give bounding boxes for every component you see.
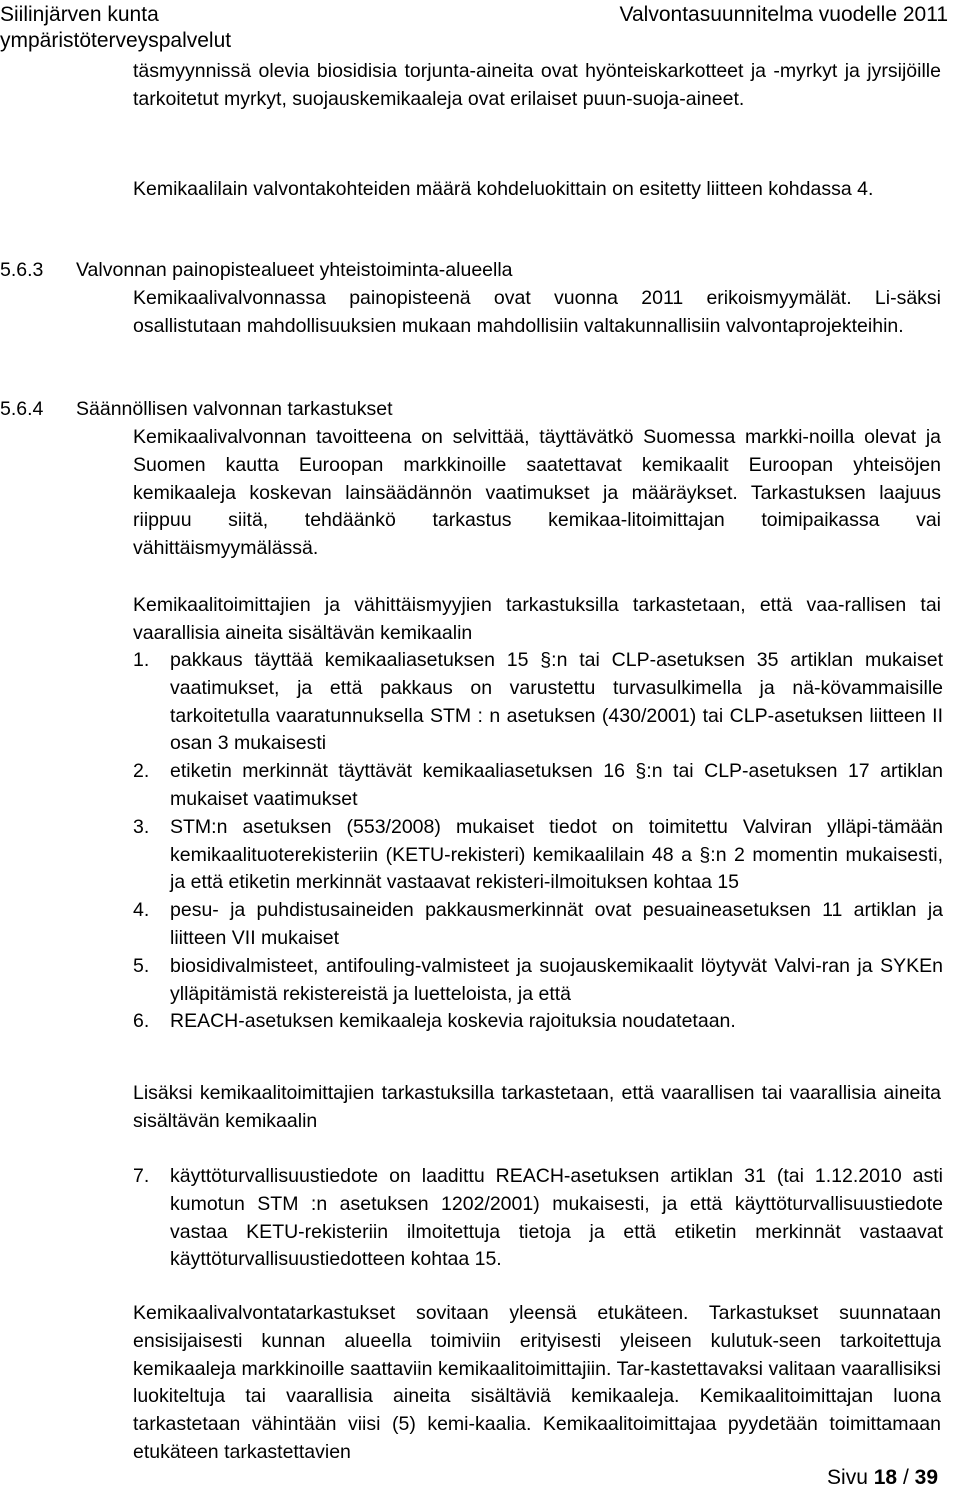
list-item: [133, 814, 943, 897]
paragraph-s564-body: Kemikaalivalvonnan tavoitteena on selvittää, täyttävätkö Suomessa markki-noilla olevat ja Suomen kautta Euroopan markkinoille saatettavat kemikaalit Euroopan yhteisöjen kemikaaleja koskevan lainsäädännön vaatimukset ja määräykset. Tarkastuksen laajuus riippuu siitä, tehdäänkö tarkastus kemikaa-litoimittajan toimipaikassa vai vähittäismyymälässä.: [133, 426, 941, 560]
header-document-title: [620, 2, 948, 28]
page-number: [827, 1466, 938, 1490]
org-name: Siilinjärven kunta: [0, 3, 159, 26]
paragraph-targets: Kemikaalilain valvontakohteiden määrä kohdeluokittain on esitetty liitteen kohdassa 4.: [133, 178, 874, 200]
list-item-text: REACH-asetuksen kemikaaleja koskevia rajoituksia noudatetaan.: [170, 1010, 736, 1033]
list-item: [133, 647, 943, 758]
list-item: [133, 758, 943, 814]
page-current: 18: [873, 1466, 898, 1489]
list-item: [133, 1163, 943, 1274]
list-item: [133, 897, 943, 953]
paragraph-additional-intro: Lisäksi kemikaalitoimittajien tarkastuksilla tarkastetaan, että vaarallisen tai vaarallisia aineita sisältävän kemikaalin: [133, 1082, 941, 1132]
page-total: 39: [914, 1466, 938, 1489]
org-department: ympäristöterveyspalvelut: [0, 29, 232, 52]
list-item-number: 4.: [133, 899, 150, 922]
section-title: Säännöllisen valvonnan tarkastukset: [76, 398, 393, 420]
paragraph-s563-body: Kemikaalivalvonnassa painopisteenä ovat vuonna 2011 erikoismyymälät. Li-säksi osallistutaan mahdollisuuksien mukaan mahdollisiin valtakunnallisiin valvontaprojekteihin.: [133, 287, 941, 337]
list-item-text: etiketin merkinnät täyttävät kemikaaliasetuksen 16 §:n tai CLP-asetuksen 17 artiklan mukaiset vaatimukset: [170, 760, 943, 810]
section-number: 5.6.3: [0, 259, 44, 281]
list-item-text: pesu- ja puhdistusaineiden pakkausmerkinnät ovat pesuaineasetuksen 11 artiklan ja liitteen VII mukaiset: [170, 899, 943, 949]
list-item-text: biosidivalmisteet, antifouling-valmisteet ja suojauskemikaalit löytyvät Valvi-ran ja SYKEn ylläpitämistä rekistereistä ja luetteloista, ja että: [170, 954, 943, 1005]
additional-criteria-list: [133, 1163, 943, 1274]
list-item: [133, 1008, 943, 1036]
paragraph-closing: Kemikaalivalvontatarkastukset sovitaan yleensä etukäteen. Tarkastukset suunnataan ensisijaisesti kunnan alueella toimiviin erityisesti yleiseen kulutuk-seen tarkoitettuja kemikaaleja markkinoille saattaviin kemikaalitoimittajiin. Tar-kastettavaksi valitaan vaarallisiksi luokiteltuja tai vaarallisia aineita sisältäviä kemikaaleja. Kemikaalitoimittajan luona tarkastetaan vähintään viisi (5) kemi-kaalia. Kemikaalitoimittajaa pyydetään toimittamaan etukäteen tarkastettavien: [133, 1302, 941, 1463]
list-item: [133, 953, 943, 1009]
list-item-text: käyttöturvallisuustiedote on laadittu REACH-asetuksen artiklan 31 (tai 1.12.2010 asti kumotun STM :n asetuksen 1202/2001) mukaisesti, ja että käyttöturvallisuustiedote vastaa KETU-rekisteriin ilmoitettuja tietoja ja että etiketin merkinnät vastaavat käyttöturvallisuustiedotteen kohtaa 15.: [170, 1165, 943, 1271]
doc-title: Valvontasuunnitelma vuodelle 2011: [619, 3, 948, 26]
header-organization: [0, 2, 231, 54]
list-item-number: 6.: [133, 1010, 150, 1033]
list-item-number: 5.: [133, 954, 150, 977]
list-item-number: 2.: [133, 760, 150, 783]
section-number: 5.6.4: [0, 398, 44, 420]
paragraph-intro: täsmyynnissä olevia biosidisia torjunta-aineita ovat hyönteiskarkotteet ja -myrkyt ja jyrsijöille tarkoitetut myrkyt, suojauskemikaaleja ovat erilaiset puun-suoja-aineet.: [133, 60, 941, 110]
section-title: Valvonnan painopistealueet yhteistoiminta-alueella: [76, 259, 513, 281]
list-item-number: 3.: [133, 815, 150, 838]
page-label: Sivu: [827, 1466, 868, 1489]
list-item-number: 7.: [133, 1165, 150, 1187]
inspection-criteria-list: [133, 647, 943, 1036]
list-item-text: STM:n asetuksen (553/2008) mukaiset tiedot on toimitettu Valviran ylläpi-tämään kemikaalituoterekisteriin (KETU-rekisteri) kemikaalilain 48 a §:n 2 momentin mukaisesti, ja että etiketin merkinnät vastaavat rekisteri-ilmoituksen kohtaa 15: [170, 815, 943, 894]
list-item-number: 1.: [133, 649, 150, 671]
list-item-text: pakkaus täyttää kemikaaliasetuksen 15 §:n tai CLP-asetuksen 35 artiklan mukaiset vaatimukset, ja että pakkaus on varustettu turvasulkimella ja nä-kövammaisille tarkoitetulla vaaratunnuksella STM : n asetuksen (430/2001) tai CLP-asetuksen liitteen II osan 3 mukaisesti: [170, 649, 943, 755]
paragraph-suppliers-intro: Kemikaalitoimittajien ja vähittäismyyjien tarkastuksilla tarkastetaan, että vaa-rallisen tai vaarallisia aineita sisältävän kemikaalin: [133, 594, 941, 644]
page-separator: /: [902, 1466, 909, 1489]
